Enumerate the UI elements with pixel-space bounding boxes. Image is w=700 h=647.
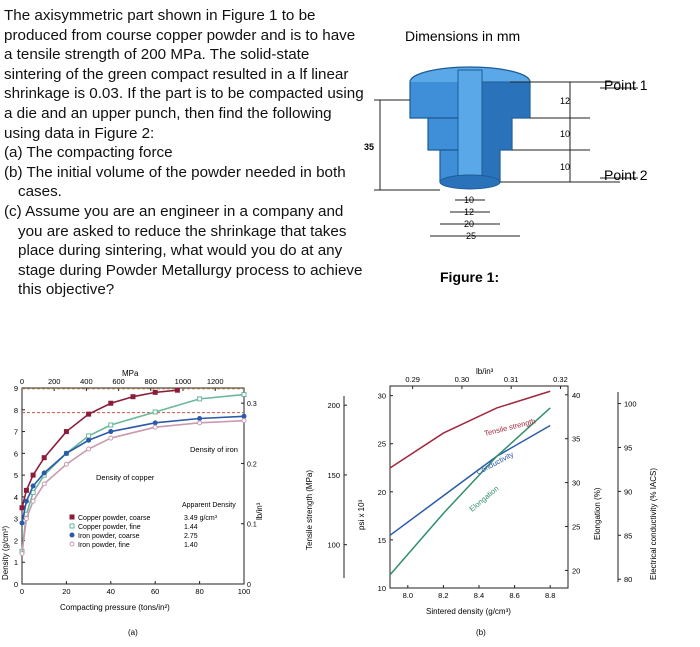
- data-point: [109, 430, 113, 434]
- top-tick-label: 400: [80, 377, 93, 386]
- data-point: [153, 425, 157, 429]
- top-tick-label: 800: [144, 377, 158, 386]
- data-point: [20, 521, 24, 525]
- y-tick-label: 5: [13, 471, 18, 481]
- dim-10-upper: 10: [560, 129, 571, 139]
- x-tick-label: 20: [62, 587, 71, 596]
- y-tick-label: 3: [13, 514, 18, 524]
- data-point: [198, 416, 202, 420]
- legend-marker: [70, 524, 74, 528]
- y-tick-label: 4: [13, 492, 18, 502]
- data-point: [131, 395, 135, 399]
- top-tick-label: 0.30: [454, 375, 470, 384]
- legend-marker: [70, 533, 74, 537]
- top-tick-label: 0.29: [405, 375, 420, 384]
- legend-apparent-density: 1.44: [184, 524, 198, 531]
- data-point: [24, 488, 28, 492]
- top-tick-label: 600: [112, 377, 125, 386]
- data-point: [242, 414, 246, 418]
- data-point: [87, 438, 91, 442]
- top-tick-label: 0: [19, 377, 25, 386]
- chart-a-compaction: [0, 350, 272, 647]
- x-tick-label: 60: [151, 587, 160, 596]
- point-1-label: Point 1: [604, 77, 648, 93]
- chart-a-panel-label: (a): [128, 628, 138, 637]
- elong-tick-label: 20: [572, 566, 581, 576]
- legend-marker: [70, 515, 74, 519]
- data-point: [20, 506, 24, 510]
- x-tick-label: 8.6: [509, 591, 520, 600]
- y-tick-label: 0: [13, 580, 18, 589]
- iacs-tick-label: 80: [624, 575, 633, 585]
- chart-a-y-label: Density (g/cm³): [1, 525, 10, 580]
- x-tick-label: 100: [237, 587, 251, 596]
- density-iron-label: Density of iron: [190, 445, 238, 454]
- data-point: [153, 390, 157, 394]
- top-tick-label: 1000: [174, 377, 192, 386]
- data-point: [242, 393, 246, 397]
- legend-marker: [70, 542, 74, 546]
- legend-apparent-density: 2.75: [184, 533, 198, 540]
- problem-intro: The axisymmetric part shown in Figure 1 to be produced from course copper powder and is to have a tensile strength of 200 MPa. The solid-state sintering of the green compact resulted in a lf linear shrinkage is 0.03. If the part is to be compacted using a die and an upper punch, then find the following using data in Figure 2:: [4, 7, 364, 142]
- data-point: [64, 430, 68, 434]
- chart-a-top-axis-label: MPa: [122, 369, 139, 378]
- legend-apparent-density: 3.49 g/cm³: [184, 515, 218, 522]
- top-tick-label: 200: [47, 377, 61, 386]
- y-tick-label: 1: [13, 558, 18, 568]
- data-point: [109, 401, 113, 405]
- x-tick-label: 8.8: [544, 591, 556, 600]
- dimensions-title: Dimensions in mm: [405, 28, 521, 44]
- dia-20: 20: [464, 219, 475, 229]
- legend-label: Iron powder, coarse: [78, 533, 140, 540]
- x-tick-label: 8.4: [473, 591, 485, 600]
- x-tick-label: 0: [19, 587, 25, 596]
- x-tick-label: 40: [106, 587, 115, 596]
- top-tick-label: 0.31: [503, 375, 519, 384]
- question-a: (a) The compacting force: [4, 144, 173, 162]
- chart-a-x-label: Compacting pressure (tons/in²): [60, 603, 170, 612]
- legend-label: Iron powder, fine: [78, 542, 130, 549]
- iacs-tick-label: 95: [624, 443, 633, 453]
- y-tick-label: 8: [13, 405, 18, 415]
- dim-12: 12: [560, 96, 571, 106]
- elongation-line: [390, 408, 550, 575]
- data-point: [64, 451, 68, 455]
- dia-12: 12: [464, 207, 475, 217]
- legend-header: Apparent Density: [182, 502, 236, 509]
- chart-b-x-label: Sintered density (g/cm³): [426, 607, 511, 616]
- dia-25: 25: [466, 231, 477, 241]
- chart-b-left-axis-2: psi x 10³: [357, 499, 366, 530]
- iacs-tick-label: 100: [624, 399, 637, 409]
- data-point: [198, 421, 202, 425]
- dim-35: 35: [364, 142, 375, 152]
- part-drawing: [410, 67, 530, 189]
- right-tick-label: 0.3: [247, 401, 257, 409]
- elong-tick-label: 40: [572, 390, 581, 400]
- legend-label: Copper powder, fine: [78, 524, 141, 531]
- mpa-tick-label: 150: [327, 470, 340, 480]
- y-tick-label: 2: [13, 536, 18, 546]
- right-tick-label: 0.1: [247, 521, 257, 529]
- y-tick-label: 6: [13, 449, 18, 459]
- chart-b-top-axis-label: lb/in³: [476, 367, 494, 376]
- data-point: [42, 456, 46, 460]
- psi-tick-label: 10: [377, 584, 386, 593]
- mpa-tick-label: 100: [327, 540, 340, 550]
- data-point: [31, 473, 35, 477]
- data-point: [64, 462, 68, 466]
- figure-1-caption: Figure 1:: [440, 269, 500, 285]
- data-point: [31, 484, 35, 488]
- conductivity-label: Conductivity: [474, 449, 516, 477]
- data-point: [153, 421, 157, 425]
- data-point: [109, 436, 113, 440]
- point-2-label: Point 2: [604, 167, 648, 183]
- data-point: [242, 419, 246, 423]
- chart-b-right-axis-1: Elongation (%): [593, 487, 602, 540]
- data-point: [24, 499, 28, 503]
- elong-tick-label: 25: [572, 522, 581, 532]
- mpa-tick-label: 200: [327, 401, 340, 411]
- chart-a-right-label: lb/in³: [255, 502, 264, 520]
- data-point: [24, 517, 28, 521]
- x-tick-label: 80: [195, 587, 204, 596]
- iacs-tick-label: 90: [624, 487, 633, 497]
- density-copper-label: Density of copper: [96, 473, 155, 482]
- elongation-label: Elongation: [467, 483, 501, 514]
- dia-10: 10: [464, 195, 475, 205]
- chart-b-left-axis-1: Tensile strength (MPa): [305, 469, 314, 550]
- top-tick-label: 1200: [206, 377, 224, 386]
- data-point: [42, 471, 46, 475]
- dim-10-lower: 10: [560, 162, 571, 172]
- data-point: [20, 552, 24, 556]
- figure-1: [360, 10, 700, 300]
- data-point: [198, 397, 202, 401]
- data-point: [87, 447, 91, 451]
- top-tick-label: 0.32: [553, 375, 568, 384]
- elong-tick-label: 35: [572, 434, 581, 444]
- psi-tick-label: 20: [377, 487, 386, 497]
- iacs-tick-label: 85: [624, 531, 633, 541]
- psi-tick-label: 25: [377, 439, 386, 449]
- chart-b-sintered: [300, 350, 700, 647]
- data-point: [109, 423, 113, 427]
- question-b: (b) The initial volume of the powder needed in both cases.: [4, 163, 346, 201]
- x-tick-label: 8.2: [438, 591, 449, 600]
- y-tick-label: 9: [13, 384, 18, 393]
- data-point: [175, 388, 179, 392]
- tensile-strength-label: Tensile strength: [483, 416, 537, 438]
- data-point: [153, 410, 157, 414]
- data-point: [31, 499, 35, 503]
- problem-text: [4, 6, 366, 300]
- right-tick-label: 0: [247, 582, 251, 589]
- chart-b-right-axis-2: Electrical conductivity (% IACS): [649, 467, 658, 580]
- data-point: [87, 412, 91, 416]
- chart-b-panel-label: (b): [476, 628, 486, 637]
- right-tick-label: 0.2: [247, 461, 257, 469]
- x-tick-label: 8.0: [402, 591, 414, 600]
- y-tick-label: 7: [13, 427, 18, 437]
- psi-tick-label: 30: [377, 391, 386, 401]
- legend-apparent-density: 1.40: [184, 542, 198, 549]
- elong-tick-label: 30: [572, 478, 581, 488]
- conductivity-line: [390, 426, 550, 536]
- data-point: [42, 482, 46, 486]
- question-c: (c) Assume you are an engineer in a company and you are asked to reduce the shrinkage that takes place during sintering, what would you do at any stage during Powder Metallurgy process to achieve this objective?: [4, 202, 363, 299]
- legend-label: Copper powder, coarse: [78, 515, 151, 522]
- psi-tick-label: 15: [377, 535, 386, 545]
- series-line-0: [22, 390, 177, 508]
- data-point: [87, 434, 91, 438]
